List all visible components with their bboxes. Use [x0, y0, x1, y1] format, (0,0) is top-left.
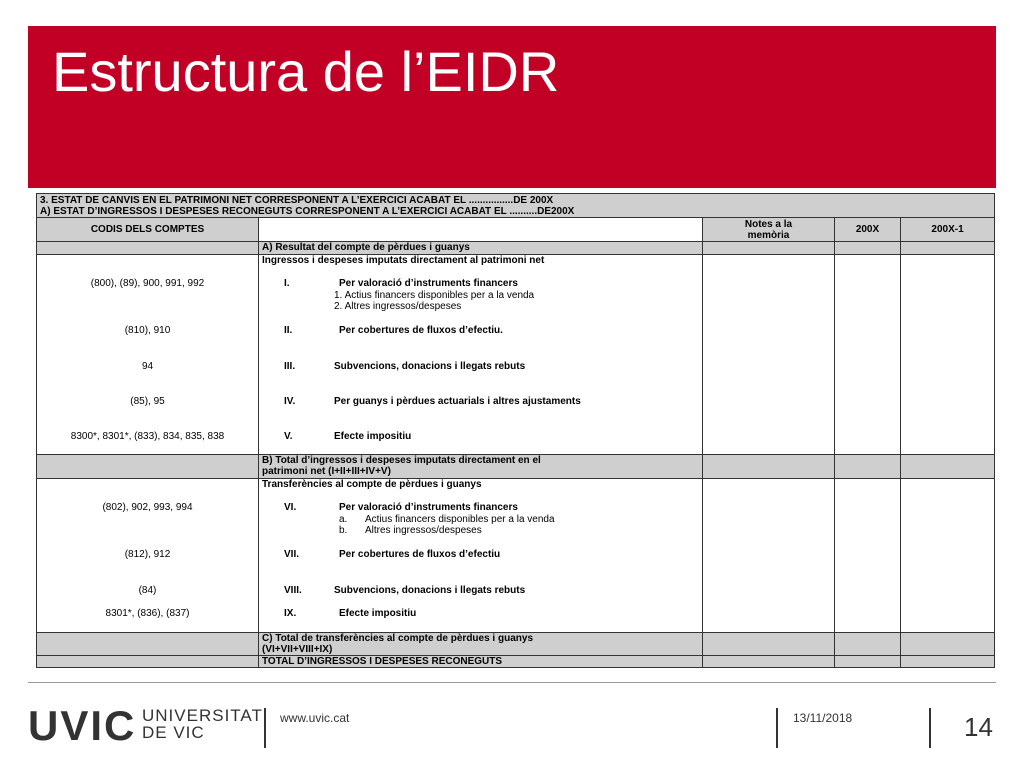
item-6-sub-b-marker: b.	[339, 525, 348, 536]
block2-descriptions	[259, 479, 703, 633]
col-notes-line2: memòria	[747, 229, 790, 241]
col-codes-header: CODIS DELS COMPTES	[37, 218, 259, 242]
row-c-label	[259, 633, 703, 656]
block2-codes	[37, 479, 259, 633]
row-c-line2: (VI+VII+VIII+IX)	[262, 644, 333, 655]
footer-divider	[28, 682, 996, 683]
block1-header: Ingressos i despeses imputats directament al patrimoni net	[262, 255, 545, 266]
footer-separator-2	[776, 708, 778, 748]
item-2-num: II.	[284, 325, 293, 336]
table-heading-2: A) ESTAT D’INGRESSOS I DESPESES RECONEGUTS CORRESPONENT A L’EXERCICI ACABAT EL ..........DE200X	[40, 206, 575, 217]
item-6-sub-a-text: Actius financers disponibles per a la venda	[365, 514, 555, 525]
code-item-3: 94	[141, 361, 154, 372]
item-5-text: Efecte impositiu	[334, 431, 412, 442]
item-6-sub-a-marker: a.	[339, 514, 348, 525]
table-heading-row	[37, 194, 995, 218]
row-total-label: TOTAL D’INGRESSOS I DESPESES RECONEGUTS	[259, 656, 703, 668]
eidr-table	[36, 193, 995, 668]
item-9-text: Efecte impositiu	[339, 608, 417, 619]
item-8-num: VIII.	[284, 585, 302, 596]
item-3-num: III.	[284, 361, 296, 372]
block2-header: Transferències al compte de pèrdues i guanys	[262, 479, 482, 490]
item-6-num: VI.	[284, 502, 297, 513]
footer-separator-1	[264, 708, 266, 748]
col-notes-line1: Notes a la	[744, 218, 793, 230]
row-b-line2: patrimoni net (I+II+III+IV+V)	[262, 466, 391, 477]
item-4-text: Per guanys i pèrdues actuarials i altres ajustaments	[334, 396, 581, 407]
code-item-8: (84)	[138, 585, 157, 596]
block2-row	[37, 479, 995, 633]
item-1-num: I.	[284, 278, 290, 289]
item-8-text: Subvencions, donacions i llegats rebuts	[334, 585, 526, 596]
row-b-label	[259, 455, 703, 479]
row-c	[37, 633, 995, 656]
page-number: 14	[964, 712, 993, 742]
row-b	[37, 455, 995, 479]
code-item-2: (810), 910	[124, 325, 171, 336]
col-notes-header	[703, 218, 835, 242]
item-6-text: Per valoració d’instruments financers	[339, 502, 518, 513]
row-a	[37, 242, 995, 255]
slide-title: Estructura de l’EIDR	[52, 40, 560, 103]
code-item-9: 8301*, (836), (837)	[105, 608, 190, 619]
block1-codes	[37, 255, 259, 455]
block1-row	[37, 255, 995, 455]
item-4-num: IV.	[284, 396, 296, 407]
col-description-header	[259, 218, 703, 242]
code-item-6: (802), 902, 993, 994	[102, 502, 193, 513]
code-item-4: (85), 95	[130, 396, 165, 407]
row-c-line1: C) Total de transferències al compte de pèrdues i guanys	[262, 633, 534, 644]
footer-date: 13/11/2018	[793, 711, 853, 725]
row-b-line1: B) Total d’ingressos i despeses imputats directament en el	[262, 455, 541, 466]
footer-url[interactable]: www.uvic.cat	[280, 711, 350, 725]
row-a-label: A) Resultat del compte de pèrdues i guanys	[259, 242, 703, 255]
eidr-table-container	[36, 193, 994, 668]
block1-descriptions	[259, 255, 703, 455]
uvic-logo: UVIC	[28, 702, 137, 749]
item-7-text: Per cobertures de fluxos d’efectiu	[339, 549, 501, 560]
code-item-1: (800), (89), 900, 991, 992	[90, 278, 205, 289]
title-band	[28, 26, 996, 188]
item-3-text: Subvencions, donacions i llegats rebuts	[334, 361, 526, 372]
item-5-num: V.	[284, 431, 293, 442]
item-7-num: VII.	[284, 549, 300, 560]
item-1-sub-1: 1. Actius financers disponibles per a la venda	[334, 290, 535, 301]
code-item-7: (812), 912	[124, 549, 171, 560]
table-heading-1: 3. ESTAT DE CANVIS EN EL PATRIMONI NET CORRESPONENT A L’EXERCICI ACABAT EL ................DE 200X	[40, 195, 554, 206]
item-1-sub-2: 2. Altres ingressos/despeses	[334, 301, 462, 312]
code-item-5: 8300*, 8301*, (833), 834, 835, 838	[70, 431, 225, 442]
item-2-text: Per cobertures de fluxos d’efectiu.	[339, 325, 503, 336]
item-9-num: IX.	[284, 608, 297, 619]
universitat-de-vic-logo-text: UNIVERSITAT DE VIC	[142, 706, 263, 742]
row-total	[37, 656, 995, 668]
item-1-text: Per valoració d’instruments financers	[339, 278, 518, 289]
col-prev-year-header: 200X-1	[901, 218, 995, 242]
footer-separator-3	[929, 708, 931, 748]
column-header-row	[37, 218, 995, 242]
col-year-header: 200X	[835, 218, 901, 242]
item-6-sub-b-text: Altres ingressos/despeses	[365, 525, 482, 536]
